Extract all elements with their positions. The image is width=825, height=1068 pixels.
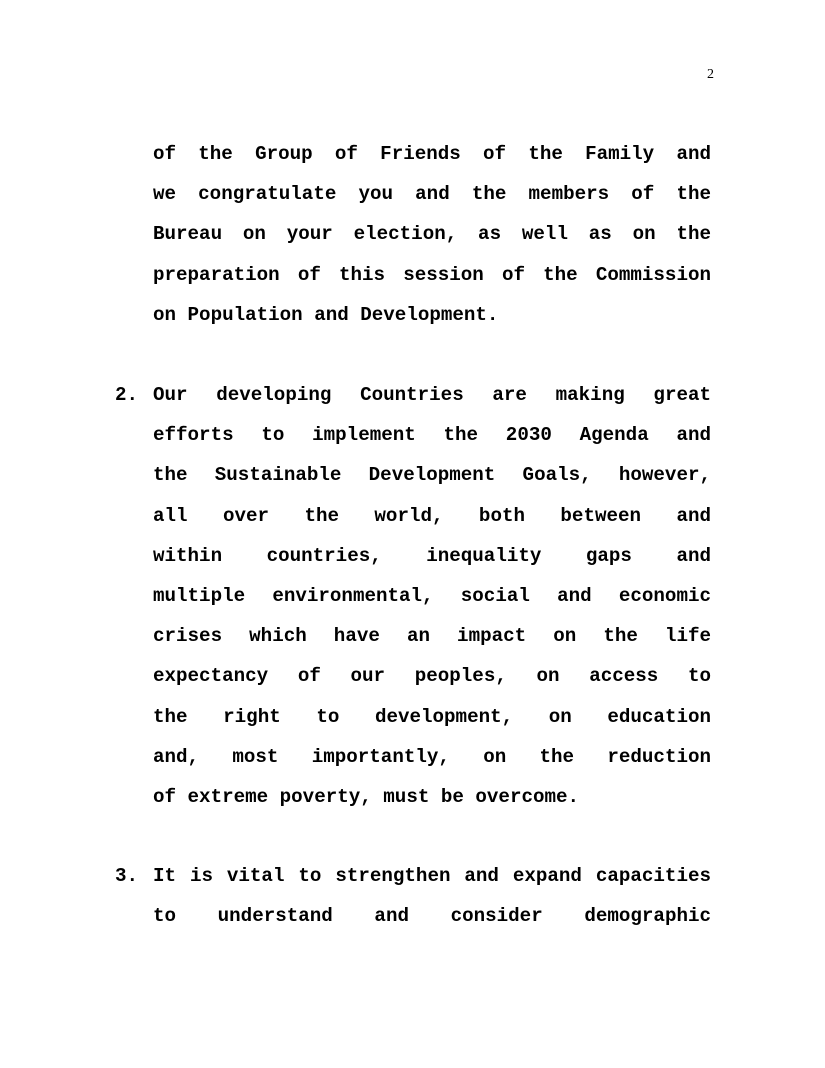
text-line: the right to development, on education [153,705,711,728]
text-line: within countries, inequality gaps and [153,544,711,567]
text-line: efforts to implement the 2030 Agenda and [153,424,711,447]
page-number: 2 [707,67,714,82]
paragraph-number: 2. [115,384,139,406]
text-line: Our developing Countries are making great [153,384,711,406]
text-line: to understand and consider demographic [153,905,711,928]
text-line: Bureau on your election, as well as on the [153,223,711,246]
paragraph-continuation [153,134,711,335]
text-line: preparation of this session of the Commission [153,263,711,286]
paragraph-3 [115,856,711,936]
text-line: multiple environmental, social and economic [153,584,711,607]
text-line: and, most importantly, on the reduction [153,745,711,768]
text-line: It is vital to strengthen and expand capacities [153,865,711,887]
text-line: on Population and Development. [153,303,499,326]
text-line: expectancy of our peoples, on access to [153,665,711,688]
paragraph-number: 3. [115,865,139,887]
text-line: we congratulate you and the members of the [153,183,711,206]
paragraph-2 [115,375,711,817]
text-line: of extreme poverty, must be overcome. [153,785,580,808]
text-line: the Sustainable Development Goals, however, [153,464,711,487]
text-line: all over the world, both between and [153,504,711,527]
text-line: of the Group of Friends of the Family and [153,143,711,165]
text-line: crises which have an impact on the life [153,625,711,648]
